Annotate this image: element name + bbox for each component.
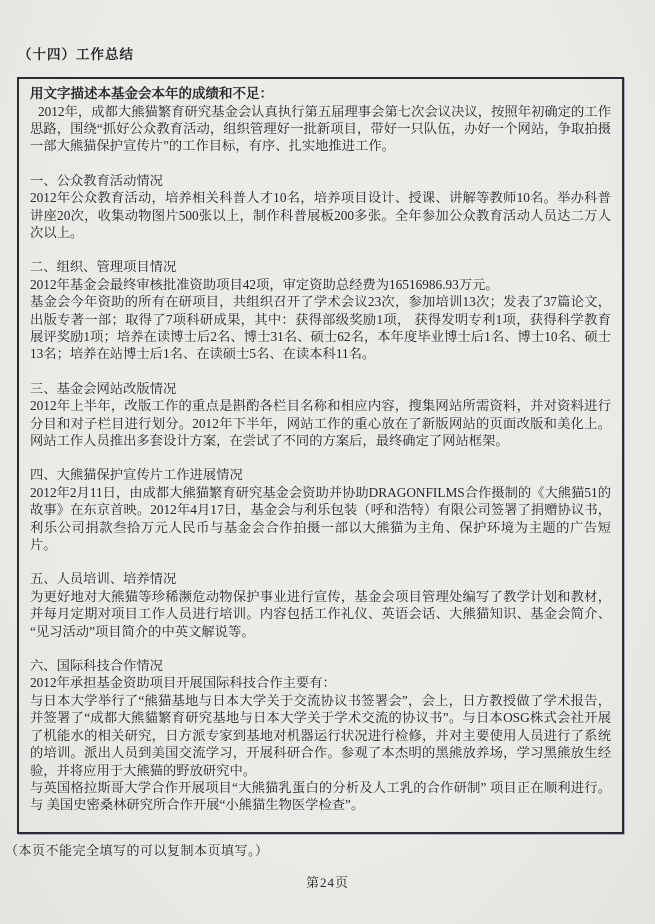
section-website-redesign bbox=[30, 380, 611, 450]
section-project-management bbox=[30, 258, 611, 362]
work-summary-box bbox=[17, 77, 624, 834]
section-title: 五、人员培训、培养情况 bbox=[30, 571, 177, 587]
section-paragraph: 基金会今年资助的所有在研项目，共组织召开了学术会议23次，参加培训13次；发表了37篇论文，出版专著一部；取得了7项科研成果，其中：获得部级奖励1项， 获得发明专利1项，获得科学教育展评奖励1项；培养在读博士后2名、博士31名、硕士62名，本年度毕业博士后1名、博士10名、硕士13名；培养在站博士后1名、在读硕士5名、在读本科11名。 bbox=[30, 294, 611, 362]
footer-note: （本页不能完全填写的可以复制本页填写。） bbox=[5, 843, 269, 858]
section-label: （十四）工作总结 bbox=[18, 47, 134, 62]
section-paragraph: 2012年上半年，改版工作的重点是斟酌各栏目名称和相应内容，搜集网站所需资料，并对资料进行分目和对子栏目进行划分。2012年下半年，网站工作的重心放在了新版网站的页面改版和美化上。网站工作人员推出多套设计方案，在尝试了不同的方案后，最终确定了网站框架。 bbox=[30, 398, 611, 448]
summary-box-heading: 用文字描述本基金会本年的成绩和不足： bbox=[30, 86, 273, 101]
section-public-education bbox=[30, 172, 611, 242]
section-personnel-training bbox=[30, 570, 611, 640]
section-title: 四、大熊猫保护宣传片工作进展情况 bbox=[30, 467, 243, 483]
section-paragraph: 与日本大学举行了“熊猫基地与日本大学关于交流协议书签署会”，会上，日方教授做了学术报告，并签署了“成都大熊貓繁育研究基地与日本大学关于学术交流的协议书”。与日本OSG株式会社开展了机能水的相关研究，日方派专家到基地对机器运行状况进行检修，并对主要使用人员进行了系统的培训。派出人员到美国交流学习，开展科研合作。参观了本杰明的黑熊放养场，学习黑熊放生经验，并将应用于大熊猫的野放研究中。 bbox=[30, 692, 611, 778]
section-paragraph: 为更好地对大熊猫等珍稀濒危动物保护事业进行宣传，基金会项目管理处编写了教学计划和教材，并每月定期对项目工作人员进行培训。内容包括工作礼仪、英语会话、大熊猫知识、基金会简介、“见习活动”项目简介的中英文解说等。 bbox=[30, 588, 611, 639]
section-title: 二、组织、管理项目情况 bbox=[30, 259, 177, 275]
section-title: 一、公众教育活动情况 bbox=[30, 172, 163, 188]
section-paragraph: 2012年2月11日，由成都大熊猫繁育研究基金会资助并协助DRAGONFILMS合作摄制的《大熊猫51的故事》在东京首映。2012年4月17日，基金会与利乐包装（呼和浩特）有限公司签署了捐赠协议书，利乐公司捐款叁拾万元人民币与基金会合作拍摄一部以大熊猫为主角、保护环境为主题的广告短片。 bbox=[30, 484, 611, 553]
page-number: 第24页 bbox=[305, 875, 349, 890]
section-title: 六、国际科技合作情况 bbox=[30, 658, 163, 674]
summary-intro-paragraph: 2012年，成都大熊猫繁育研究基金会认真执行第五届理事会第七次会议决议，按照年初确定的工作思路，围绕“抓好公众教育活动，组织管理好一批新项目，带好一只队伍，办好一个网站，争取拍摄一部大熊猫保护宣传片”的工作目标，有序、扎实地推进工作。 bbox=[30, 103, 611, 154]
section-paragraph: 与英国格拉斯哥大学合作开展项目“大熊猫乳蛋白的分析及人工乳的合作研制” 项目正在顺利进行。与 美国史密桑林研究所合作开展“小熊猫生物医学检查”。 bbox=[30, 779, 611, 813]
section-paragraph: 2012年承担基金资助项目开展国际科技合作主要有： bbox=[30, 675, 336, 691]
section-paragraph: 2012年公众教育活动，培养相关科普人才10名，培养项目设计、授课、讲解等教师10名。举办科普讲座20次，收集动物图片500张以上，制作科普展板200多张。全年参加公众教育活动人员达二万人次以上。 bbox=[30, 190, 611, 240]
section-international-cooperation bbox=[30, 657, 611, 814]
section-title: 三、基金会网站改版情况 bbox=[30, 380, 177, 396]
section-panda-film bbox=[30, 466, 611, 553]
section-paragraph: 2012年基金会最终审核批准资助项目42项，审定资助总经费为16516986.93万元。 bbox=[30, 276, 499, 292]
